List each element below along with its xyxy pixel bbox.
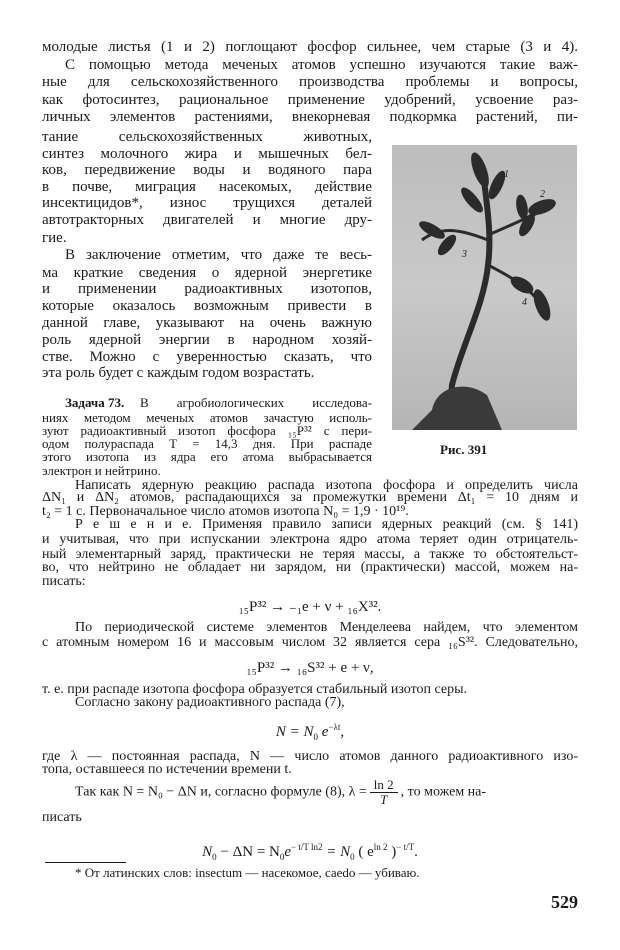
footnote-divider: [45, 862, 126, 863]
text-line: ков, передвижение воды и водяного пара: [42, 162, 372, 178]
text-line: По периодической системе элементов Менделеева найдем, что элементом: [75, 620, 578, 635]
equation-sulfur-reaction: ₁₅P³² → ₁₆S³² + e + ν,: [246, 660, 374, 676]
footnote: * От латинских слов: insectum — насекомое, caedo — убиваю.: [75, 865, 420, 880]
text-line: В заключение отметим, что даже те весь-: [65, 247, 372, 263]
text-line: этого изотопа из ядра его атома выбрасывается: [42, 449, 372, 464]
equation-decay-law: [0, 722, 620, 742]
text-line: данной главе, указывают на очень важную: [42, 315, 372, 331]
page-number: 529: [551, 892, 578, 912]
text-line: топа, оставшееся по истечении времени t.: [42, 762, 292, 777]
text-line: как фотосинтез, рациональное применение удобрений, усвоение раз-: [42, 92, 578, 108]
figure-label-1: 1: [504, 169, 509, 180]
equation-final: [0, 842, 620, 862]
text-line: тание сельскохозяйственных животных,: [42, 129, 372, 145]
text-part: Так как N = N₀ − ΔN и, согласно формуле (8), λ =: [75, 784, 367, 800]
eq-part: ( e: [354, 844, 374, 860]
text-line: гие.: [42, 230, 67, 246]
text-line: автотракторных двигателей и многие дру-: [42, 212, 372, 228]
task-title: Задача 73.: [65, 395, 125, 410]
eq-part: = N: [322, 844, 351, 860]
text-line: ΔN₁ и ΔN₂ атомов, распадающихся за промежутки времени Δt₁ = 10 дням и: [42, 490, 578, 505]
text-line: ные для сельскохозяйственного производства проблемы и вопросы,: [42, 74, 578, 90]
text-line: и применении радиоактивных изотопов,: [42, 281, 372, 297]
eq-part: 0: [212, 852, 217, 862]
eq-part: ): [387, 844, 397, 860]
text-line: синтез молочного жира и мышечных бел-: [42, 146, 372, 162]
text-line: с атомным номером 16 и массовым числом 32 является сера ₁₆S³². Следовательно,: [42, 635, 578, 650]
figure-label-4: 4: [522, 297, 527, 308]
text-line: Согласно закону радиоактивного распада (7),: [75, 695, 345, 710]
figure-label-3: 3: [462, 249, 467, 260]
eq-part: N = N: [275, 724, 314, 740]
text-line: ма краткие сведения о ядерной энергетике: [42, 265, 372, 281]
text-line: и учитывая, что при испускании электрона ядро атома теряет один отрицатель-: [42, 532, 578, 547]
text-part: , то можем на-: [400, 784, 487, 800]
text-line: Р е ш е н и е. Применяя правило записи ядерных реакций (см. § 141): [75, 517, 578, 532]
equation-decay-reaction: ₁₅P³² → ₋₁e + ν + ₁₆X³².: [238, 599, 382, 615]
text-line: роль ядерной энергии в народном хозяй-: [42, 332, 372, 348]
text-line: молодые листья (1 и 2) поглощают фосфор сильнее, чем старые (3 и 4).: [42, 39, 578, 55]
eq-part: ln 2: [373, 842, 388, 852]
text-line: во, что нейтрино не обладает ни зарядом, ни (практически) массой, можем на-: [42, 560, 578, 575]
text-line: стве. Можно с уверенностью сказать, что: [42, 349, 372, 365]
text-line: т. е. при распаде изотопа фосфора образуется стабильный изотоп серы.: [42, 682, 468, 697]
text-line: электрон и нейтрино.: [42, 463, 161, 478]
eq-part: − ΔN = N: [216, 844, 280, 860]
eq-part: e: [284, 844, 292, 860]
fraction-ln2-over-T: [370, 778, 398, 807]
text-line: С помощью метода меченых атомов успешно изучаются такие важ-: [65, 57, 578, 73]
eq-part: −λt: [328, 722, 341, 732]
eq-part: .: [414, 844, 418, 860]
eq-part: 0: [279, 852, 285, 862]
plant-illustration: [392, 145, 577, 430]
text-line: t₂ = 1 с. Первоначальное число атомов изотопа N₀ = 1,9 · 10¹⁹.: [42, 504, 409, 519]
text-line: Написать ядерную реакцию распада изотопа фосфора и определить числа: [75, 478, 578, 493]
figure-caption: Рис. 391: [440, 442, 488, 457]
text-line: В агробиологических исследова-: [140, 395, 372, 410]
text-line: ниях методом меченых атомов зачастую исполь-: [42, 410, 372, 425]
eq-part: 0: [313, 732, 318, 742]
text-line: одом полураспада T = 14,3 дня. При распаде: [42, 436, 372, 451]
eq-part: N: [202, 844, 213, 860]
text-line: писать: [42, 810, 82, 825]
eq-part: 0: [350, 852, 355, 862]
text-line: ный элементарный заряд, практически не теряя массы, а также то обстоятельст-: [42, 547, 578, 562]
text-line: личных элементов растениями, внекорневая подкормка растений, пи-: [42, 109, 578, 125]
text-line: инсектицидов*, износ трущихся деталей: [42, 195, 372, 211]
text-line: эта роль будет с каждым годом возрастать.: [42, 365, 315, 381]
fraction-numerator: ln 2: [370, 778, 398, 793]
text-line: которые оказалось возможным привести в: [42, 298, 372, 314]
text-line: зуют радиоактивный изотоп фосфора ₁₅P³² с пери-: [42, 423, 372, 438]
text-line: писать:: [42, 574, 86, 589]
fraction-denominator: T: [380, 792, 388, 807]
eq-part: e: [318, 724, 329, 740]
text-line-lambda: [75, 778, 578, 806]
figure-plant-photo: [392, 145, 577, 430]
text-line: где λ — постоянная распада, N — число атомов данного радиоактивного изо-: [42, 749, 578, 764]
figure-label-2: 2: [540, 189, 545, 200]
eq-part: − t/T: [396, 842, 415, 852]
text-line: в почве, миграция насекомых, действие: [42, 179, 372, 195]
eq-part: ,: [340, 724, 345, 740]
eq-part: − t/T ln2: [291, 842, 323, 852]
